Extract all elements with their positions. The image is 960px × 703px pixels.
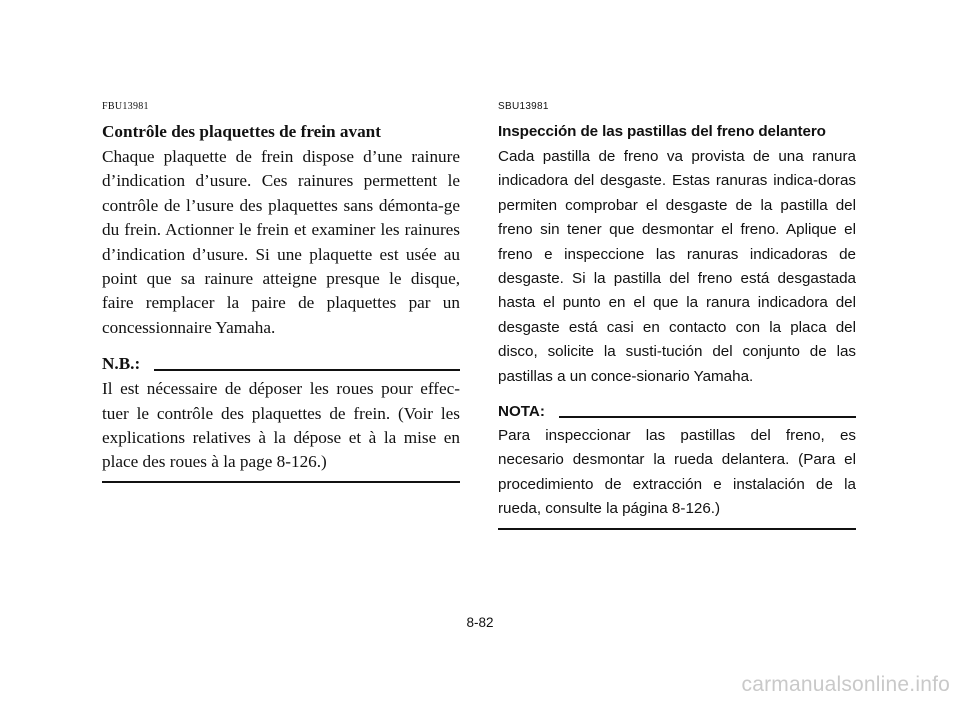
note-label: NOTA:: [498, 403, 545, 421]
spanish-column: [498, 101, 856, 530]
note-rule: [559, 416, 856, 418]
note-paragraph: Para inspeccionar las pastillas del freno, es necesario desmontar la rueda delantera. (Para el procedimiento de extracción e instalación de la rueda, consulte la página 8-126.): [498, 427, 856, 518]
body-paragraph: Cada pastilla de freno va provista de una ranura indicadora del desgaste. Estas ranuras indica-doras permiten comprobar el desgaste de la pastilla del freno sin tener que desmontar el freno. Aplique el freno e inspeccione las ranuras indicadoras de desgaste. Si la pastilla del freno está desgastada hasta el punto en el que la ranura indicadora del desgaste está casi en contacto con la placa del disco, solicite la susti-tución del conjunto de las pastillas a un conce-sionario Yamaha.: [498, 148, 856, 385]
french-column: [102, 101, 460, 483]
section-code: FBU13981: [102, 101, 149, 112]
page-number: 8-82: [466, 615, 494, 630]
section-heading: Inspección de las pastillas del freno delantero: [498, 123, 826, 140]
section-heading: Contrôle des plaquettes de frein avant: [102, 122, 381, 141]
note-header: [102, 353, 460, 375]
note-end-rule: [498, 528, 856, 530]
note-rule: [154, 369, 460, 371]
body-paragraph: Chaque plaquette de frein dispose d’une rainure d’indication d’usure. Ces rainures permettent le contrôle de l’usure des plaquettes sans démonta-ge du frein. Actionner le frein et examiner les rainures d’indication d’usure. Si une plaquette est usée au point que sa rainure atteigne presque le disque, faire remplacer la paire de plaquettes par un concessionnaire Yamaha.: [102, 147, 460, 337]
note-paragraph: Il est nécessaire de déposer les roues pour effec-tuer le contrôle des plaquettes de frein. (Voir les explications relatives à la dépose et à la mise en place des roues à la page 8-126.): [102, 379, 460, 472]
note-end-rule: [102, 481, 460, 483]
note-label: N.B.:: [102, 354, 141, 374]
note-header: [498, 402, 856, 422]
watermark: carmanualsonline.info: [741, 673, 950, 696]
section-code: SBU13981: [498, 101, 549, 112]
